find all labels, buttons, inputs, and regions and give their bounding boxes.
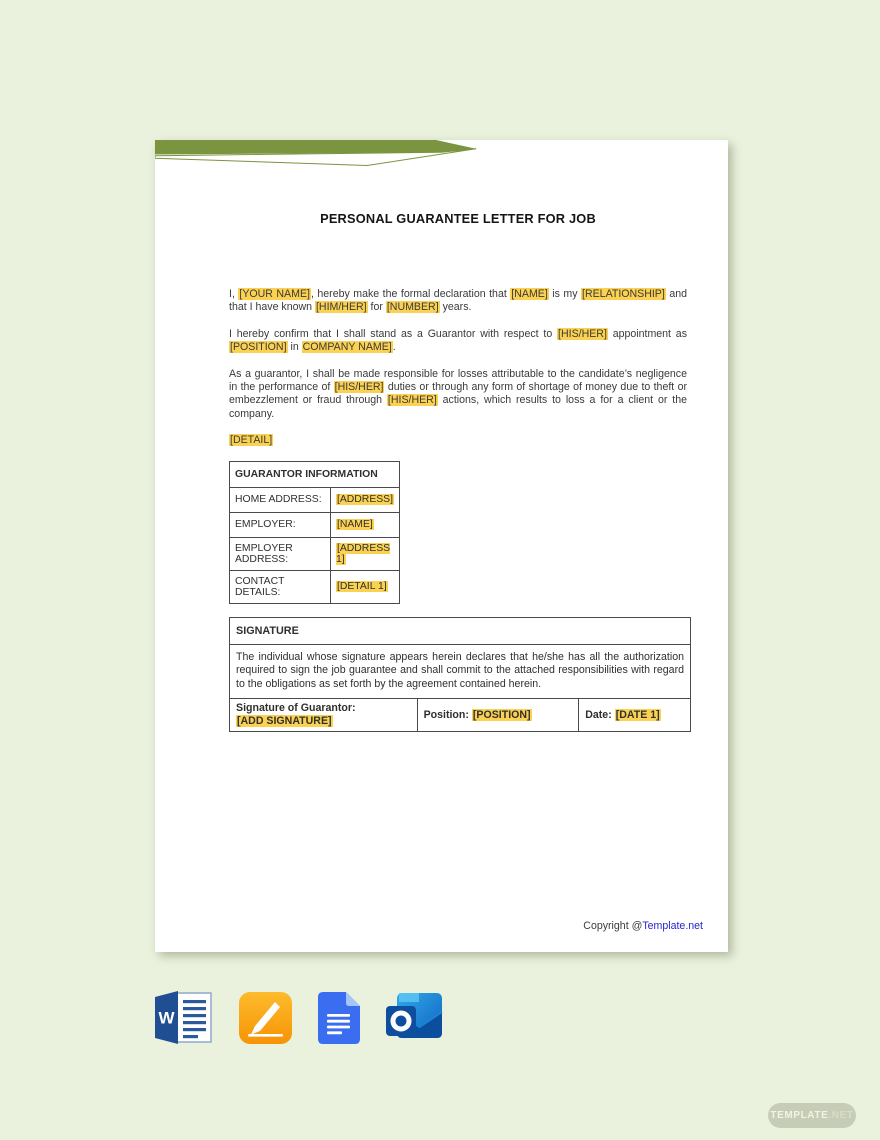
row-value: [DETAIL 1] xyxy=(330,570,399,603)
signature-table xyxy=(229,617,691,733)
microsoft-word-icon[interactable] xyxy=(155,991,213,1044)
letter-paragraph-responsibility: As a guarantor, I shall be made responsible for losses attributable to the candidate’s negligence in the performance of [HIS/HER] duties or through any form of shortage of money due to theft or embezzlement or fraud through [HIS/HER] actions, which results to loss a for a client or the company. xyxy=(229,367,687,420)
app-icons-row xyxy=(155,991,443,1044)
table-header-row xyxy=(230,461,400,487)
table-row xyxy=(230,512,400,537)
signature-declaration-text: The individual whose signature appears herein declares that he/she has all the authorization required to sign the job guarantee and shall commit to the attached responsibilities with regard to the obligations as set forth by the agreement contained herein. xyxy=(230,644,691,699)
apple-pages-icon[interactable] xyxy=(239,992,292,1044)
table-body-row xyxy=(230,644,691,699)
cell-label: Date: xyxy=(585,709,612,722)
letter-paragraph-confirmation: I hereby confirm that I shall stand as a Guarantor with respect to [HIS/HER] appointment as [POSITION] in COMPANY NAME]. xyxy=(229,327,687,354)
guarantor-table-header: GUARANTOR INFORMATION xyxy=(230,461,400,487)
document-page xyxy=(155,140,728,952)
cell-value: [ADD SIGNATURE] xyxy=(237,715,332,728)
template-net-watermark xyxy=(768,1103,856,1128)
document-title: PERSONAL GUARANTEE LETTER FOR JOB xyxy=(320,211,596,226)
date-cell xyxy=(579,699,691,732)
row-label: EMPLOYER: xyxy=(230,512,331,537)
letter-paragraph-declaration: I, [YOUR NAME], hereby make the formal declaration that [NAME] is my [RELATIONSHIP] and that I have known [HIM/HER] for [NUMBER] years. xyxy=(229,288,687,314)
green-banner-decoration xyxy=(155,140,485,170)
template-net-link[interactable]: Template.net xyxy=(642,920,703,932)
cell-value: [POSITION] xyxy=(472,709,531,722)
table-header-row xyxy=(230,617,691,644)
row-label: EMPLOYER ADDRESS: xyxy=(230,537,331,570)
position-cell xyxy=(417,699,579,732)
guarantor-information-table xyxy=(229,461,400,604)
row-label: HOME ADDRESS: xyxy=(230,487,331,512)
letter-paragraph-detail-placeholder: [DETAIL] xyxy=(230,434,273,447)
cell-value: [DATE 1] xyxy=(615,709,660,722)
table-row xyxy=(230,570,400,603)
signature-of-guarantor-cell xyxy=(230,699,418,732)
signature-table-header: SIGNATURE xyxy=(230,617,691,644)
row-value: [ADDRESS 1] xyxy=(330,537,399,570)
table-row xyxy=(230,487,400,512)
svg-text:W: W xyxy=(158,1008,175,1028)
google-docs-icon[interactable] xyxy=(318,992,360,1044)
watermark-suffix: .NET xyxy=(828,1110,854,1121)
watermark-text: TEMPLATE xyxy=(770,1110,829,1121)
row-value: [NAME] xyxy=(330,512,399,537)
cell-label: Signature of Guarantor: xyxy=(236,702,356,715)
copyright-text: Copyright @ xyxy=(583,920,643,932)
cell-label: Position: xyxy=(423,709,469,722)
copyright-line xyxy=(583,920,703,932)
microsoft-outlook-icon[interactable] xyxy=(386,992,443,1044)
signature-fields-row xyxy=(230,699,691,732)
table-row xyxy=(230,537,400,570)
letter-body xyxy=(229,288,687,732)
row-value: [ADDRESS] xyxy=(330,487,399,512)
row-label: CONTACT DETAILS: xyxy=(230,570,331,603)
